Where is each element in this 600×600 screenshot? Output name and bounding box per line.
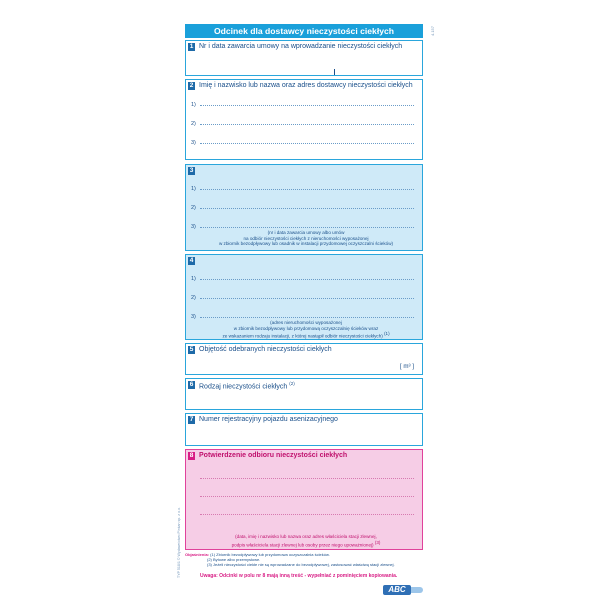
section-1-number: 1 bbox=[189, 43, 194, 50]
line-label: 2) bbox=[191, 205, 196, 211]
input-line[interactable] bbox=[200, 105, 414, 106]
form-header: Odcinek dla dostawcy nieczystości ciekłych bbox=[185, 24, 423, 38]
publisher-imprint: TYP 518/1 © Wydawnictwo Pinkan sp. z o.o. bbox=[177, 506, 181, 578]
section-6-title: Rodzaj nieczystości ciekłych $^{(2)}$ bbox=[199, 381, 295, 391]
line-label: 1) bbox=[191, 276, 196, 282]
section-7[interactable] bbox=[185, 413, 423, 446]
input-line[interactable] bbox=[200, 279, 414, 280]
section-1-tick bbox=[334, 69, 335, 75]
input-line[interactable] bbox=[200, 189, 414, 190]
section-1-title: Nr i data zawarcia umowy na wprowadzanie nieczystości ciekłych bbox=[199, 43, 403, 50]
logo-tail bbox=[410, 587, 423, 593]
section-2-title: Imię i nazwisko lub nazwa oraz adres dostawcy nieczystości ciekłych bbox=[199, 82, 413, 89]
explanation-item: (3) Jeżeli nieczystości ciekłe nie są wprowadzane do bezodpływowej, zastosować właściwą stacji zlewnej. bbox=[207, 562, 395, 567]
line-label: 3) bbox=[191, 140, 196, 146]
input-line[interactable] bbox=[200, 496, 414, 497]
line-label: 3) bbox=[191, 314, 196, 320]
unit-label: [ m³ ] bbox=[399, 363, 414, 370]
section-8-title: Potwierdzenie odbioru nieczystości ciekłych bbox=[199, 452, 348, 459]
input-line[interactable] bbox=[200, 478, 414, 479]
input-line[interactable] bbox=[200, 208, 414, 209]
section-8[interactable] bbox=[185, 449, 423, 550]
section-5-number: 5 bbox=[189, 346, 194, 353]
input-line[interactable] bbox=[200, 298, 414, 299]
section-4-number: 4 bbox=[189, 257, 194, 264]
section-3[interactable] bbox=[185, 164, 423, 251]
input-line[interactable] bbox=[200, 317, 414, 318]
abc-logo: ABC bbox=[383, 585, 411, 595]
line-label: 1) bbox=[191, 102, 196, 108]
input-line[interactable] bbox=[200, 514, 414, 515]
section-2-number: 2 bbox=[189, 82, 194, 89]
section-4-note: (adres nieruchomości wyposażonej w zbiornik bezodpływowy lub przydomową oczyszczalnię ścieków wraz ze wskazaniem rodzaju instalacji, z której nastąpił odbiór nieczystości ciekłych) (1) bbox=[222, 320, 390, 339]
section-8-note: (data, imię i nazwisko lub nazwa oraz adres właściciela stacji zlewnej, podpis właściciela stacji zlewnej lub osoby przez niego upoważnionej) (3) bbox=[231, 534, 381, 548]
section-7-title: Numer rejestracyjny pojazdu asenizacyjnego bbox=[199, 416, 338, 423]
section-3-number: 3 bbox=[189, 167, 194, 174]
section-5[interactable] bbox=[185, 343, 423, 375]
side-code: 4.157 bbox=[430, 25, 435, 36]
line-label: 2) bbox=[191, 295, 196, 301]
section-6[interactable] bbox=[185, 378, 423, 410]
line-label: 1) bbox=[191, 186, 196, 192]
section-3-note: (nr i data zawarcia umowy albo umów na odbiór nieczystości ciekłych z nieruchomości wyposażonej w zbiornik bezodpływowy lub osadnik w instalacji przydomowej oczyszczalni ścieków) bbox=[218, 230, 394, 247]
section-8-number: 8 bbox=[189, 452, 194, 459]
input-line[interactable] bbox=[200, 124, 414, 125]
section-1[interactable] bbox=[185, 40, 423, 76]
input-line[interactable] bbox=[200, 227, 414, 228]
line-label: 2) bbox=[191, 121, 196, 127]
section-4[interactable] bbox=[185, 254, 423, 340]
section-5-title: Objętość odebranych nieczystości ciekłych bbox=[199, 346, 332, 353]
warning-text: Uwaga: Odcinki w polu nr 8 mają inną treść - wypełniać z pominięciem kopiowania. bbox=[200, 573, 398, 579]
section-6-number: 6 bbox=[189, 381, 194, 388]
explanations-label: Objaśnienia: bbox=[185, 552, 210, 557]
explanation-item: (1) Zbiornik bezodpływowy lub przydomowa oczyszczalnia ścieków. bbox=[210, 552, 330, 557]
section-2[interactable] bbox=[185, 79, 423, 160]
section-7-number: 7 bbox=[189, 416, 194, 423]
line-label: 3) bbox=[191, 224, 196, 230]
explanation-item: (2) Bytowe albo przemysłowe. bbox=[207, 557, 261, 562]
input-line[interactable] bbox=[200, 143, 414, 144]
